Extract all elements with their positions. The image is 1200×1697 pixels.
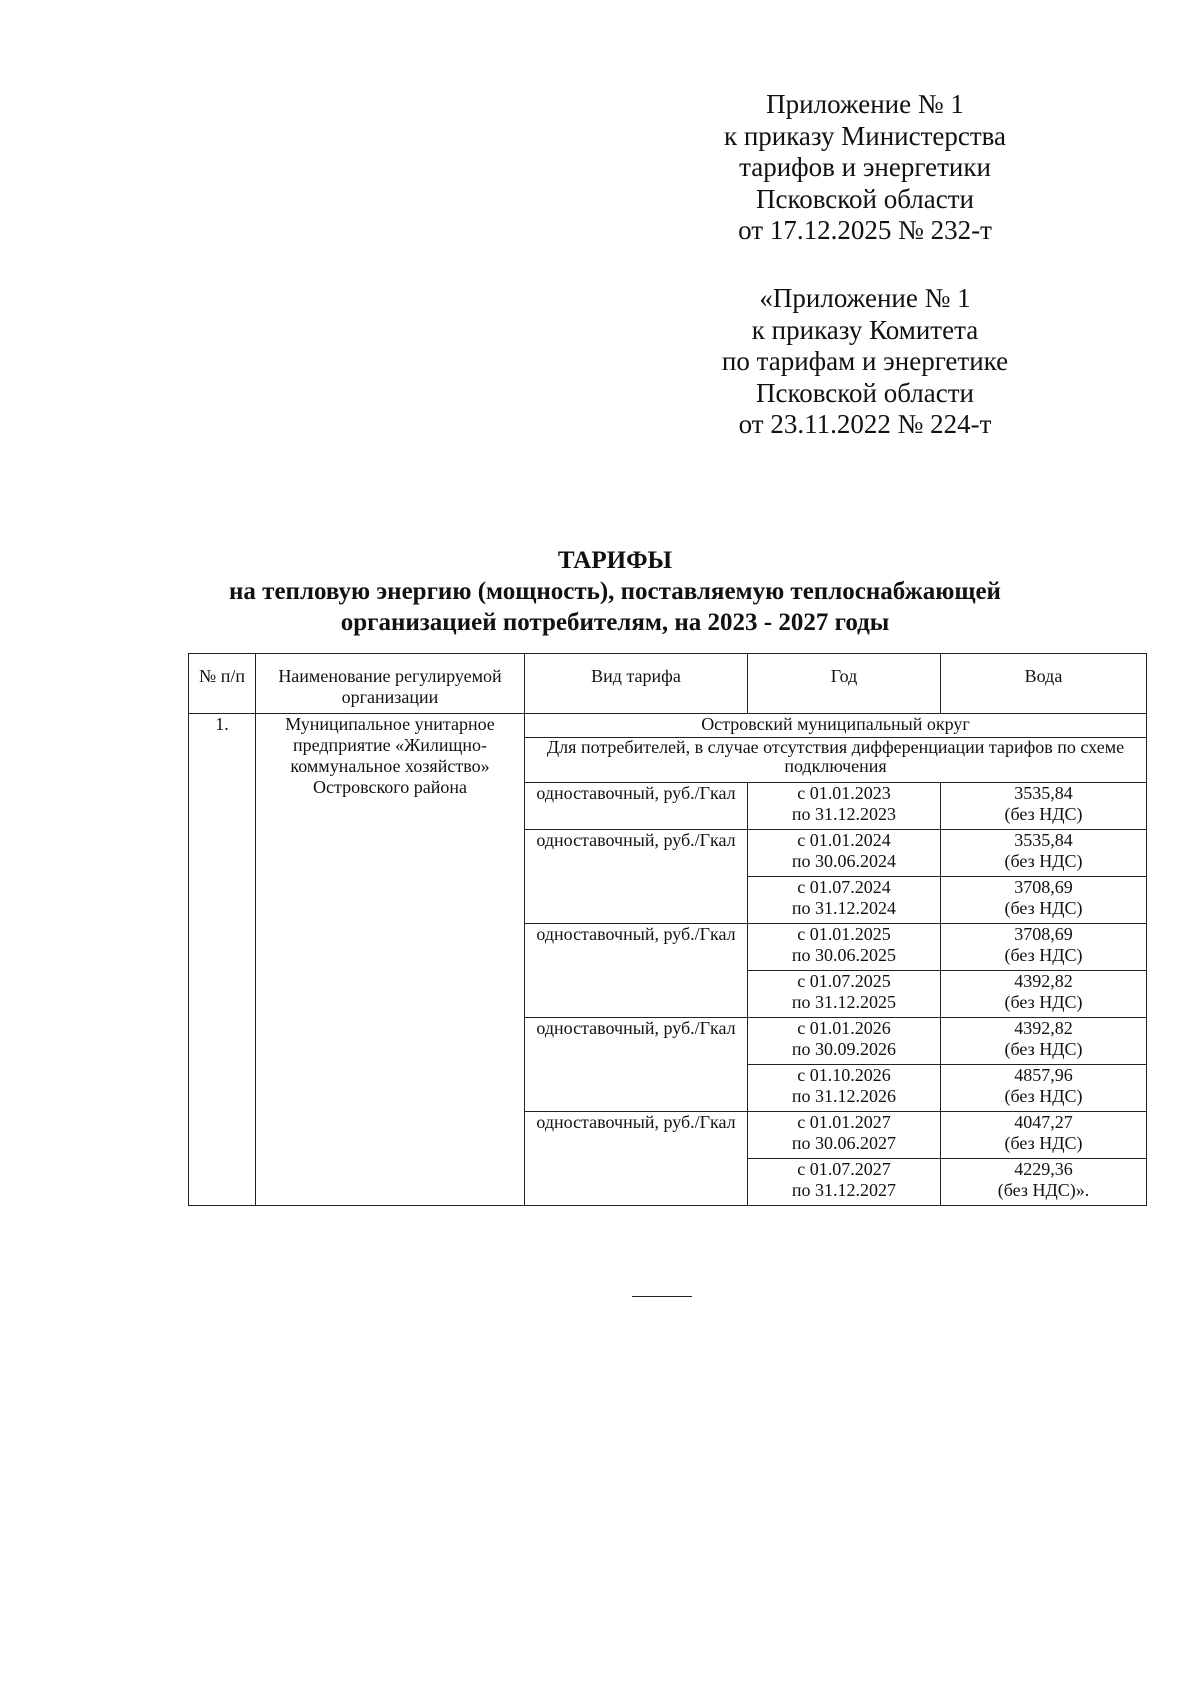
tariff-table: [188, 653, 1147, 1206]
header-number: № п/п: [189, 654, 256, 714]
period-cell: [748, 1018, 941, 1065]
period-cell: [748, 877, 941, 924]
tariff-kind: одноставочный, руб./Гкал: [525, 1018, 748, 1112]
appendix-line: к приказу Комитета: [751, 314, 979, 345]
tariff-kind: одноставочный, руб./Гкал: [525, 783, 748, 830]
period-to: по 31.12.2027: [791, 1180, 897, 1200]
title-line: ТАРИФЫ: [557, 547, 673, 574]
vat-note: (без НДС)».: [997, 1180, 1090, 1200]
period-from: с 01.01.2024: [797, 830, 891, 850]
vat-note: (без НДС): [1004, 1133, 1083, 1153]
appendix-line: Псковской области: [755, 377, 974, 408]
period-from: с 01.07.2024: [797, 877, 891, 897]
water-tariff-cell: [941, 971, 1147, 1018]
header-tariff-kind: Вид тарифа: [525, 654, 748, 714]
appendix-header-current: [700, 89, 1030, 247]
district-name: Островский муниципальный округ: [525, 714, 1147, 738]
period-to: по 30.06.2024: [791, 851, 897, 871]
table-header-row: [189, 654, 1147, 714]
water-tariff-cell: [941, 1065, 1147, 1112]
closing-divider: [632, 1296, 692, 1297]
tariff-kind: одноставочный, руб./Гкал: [525, 1112, 748, 1206]
table-row: [189, 714, 1147, 738]
period-from: с 01.07.2027: [797, 1159, 891, 1179]
appendix-line: тарифов и энергетики: [739, 152, 991, 182]
tariff-value: 3535,84: [1014, 783, 1073, 803]
water-tariff-cell: [941, 783, 1147, 830]
period-to: по 30.06.2027: [791, 1133, 897, 1153]
period-cell: [748, 924, 941, 971]
organization-name: Муниципальное унитарное предприятие «Жилищно-коммунальное хозяйство» Островского района: [256, 714, 525, 1206]
period-from: с 01.01.2025: [797, 924, 891, 944]
appendix-header-original: [700, 283, 1030, 441]
period-cell: [748, 1159, 941, 1206]
vat-note: (без НДС): [1004, 898, 1083, 918]
header-organization: Наименование регулируемой организации: [256, 654, 525, 714]
vat-note: (без НДС): [1004, 992, 1083, 1012]
period-to: по 31.12.2023: [791, 804, 897, 824]
period-to: по 31.12.2024: [791, 898, 897, 918]
tariff-value: 4229,36: [1014, 1159, 1073, 1179]
appendix-line: от 23.11.2022 № 224-т: [738, 409, 992, 439]
water-tariff-cell: [941, 830, 1147, 877]
vat-note: (без НДС): [1004, 1086, 1083, 1106]
tariff-value: 4857,96: [1014, 1065, 1073, 1085]
period-cell: [748, 783, 941, 830]
appendix-line: «Приложение № 1: [759, 283, 971, 313]
water-tariff-cell: [941, 1112, 1147, 1159]
period-from: с 01.10.2026: [797, 1065, 891, 1085]
period-to: по 31.12.2025: [791, 992, 897, 1012]
water-tariff-cell: [941, 1159, 1147, 1206]
appendix-line: по тарифам и энергетике: [721, 346, 1009, 376]
appendix-line: Псковской области: [755, 183, 974, 214]
period-from: с 01.07.2025: [797, 971, 891, 991]
tariff-value: 4392,82: [1014, 1018, 1073, 1038]
water-tariff-cell: [941, 1018, 1147, 1065]
period-from: с 01.01.2026: [797, 1018, 891, 1038]
appendix-line: к приказу Министерства: [723, 120, 1007, 151]
period-to: по 31.12.2026: [791, 1086, 897, 1106]
document-title: [150, 545, 1080, 638]
period-from: с 01.01.2027: [797, 1112, 891, 1132]
vat-note: (без НДС): [1004, 945, 1083, 965]
period-cell: [748, 830, 941, 877]
appendix-line: от 17.12.2025 № 232-т: [738, 215, 992, 245]
title-line: на тепловую энергию (мощность), поставляемую теплоснабжающей: [229, 578, 1001, 605]
water-tariff-cell: [941, 924, 1147, 971]
title-line: организацией потребителям, на 2023 - 2027 годы: [340, 609, 890, 636]
header-year: Год: [748, 654, 941, 714]
water-tariff-cell: [941, 877, 1147, 924]
tariff-kind: одноставочный, руб./Гкал: [525, 924, 748, 1018]
row-number: 1.: [189, 714, 256, 1206]
period-from: с 01.01.2023: [797, 783, 891, 803]
vat-note: (без НДС): [1004, 804, 1083, 824]
tariff-value: 3708,69: [1014, 924, 1073, 944]
tariff-value: 3535,84: [1014, 830, 1073, 850]
period-cell: [748, 971, 941, 1018]
tariff-value: 3708,69: [1014, 877, 1073, 897]
period-to: по 30.06.2025: [791, 945, 897, 965]
tariff-value: 4047,27: [1014, 1112, 1073, 1132]
period-cell: [748, 1065, 941, 1112]
tariff-value: 4392,82: [1014, 971, 1073, 991]
period-cell: [748, 1112, 941, 1159]
consumers-note: Для потребителей, в случае отсутствия дифференциации тарифов по схеме подключения: [525, 738, 1147, 783]
header-water: Вода: [941, 654, 1147, 714]
tariff-kind: одноставочный, руб./Гкал: [525, 830, 748, 924]
period-to: по 30.09.2026: [791, 1039, 897, 1059]
vat-note: (без НДС): [1004, 851, 1083, 871]
appendix-line: Приложение № 1: [766, 89, 964, 119]
vat-note: (без НДС): [1004, 1039, 1083, 1059]
